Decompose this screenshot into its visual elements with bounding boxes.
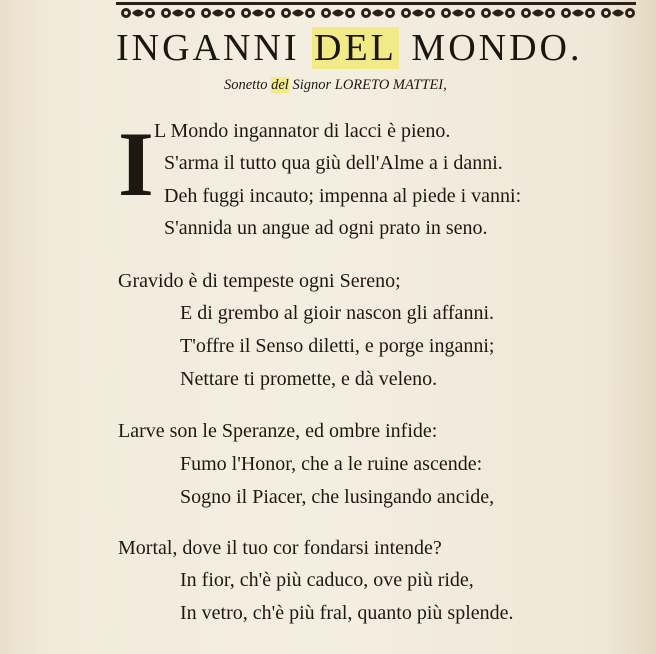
stanza1-line2: S'arma il tutto qua giù dell'Alme a i danni.	[164, 152, 503, 174]
stanza4-line3: In vetro, ch'è più fral, quanto più splende.	[180, 602, 514, 624]
drop-cap: I	[118, 113, 154, 215]
subtitle-part2: Signor LORETO MATTEI,	[288, 77, 447, 93]
stanza2-line1: Gravido è di tempeste ogni Sereno;	[118, 270, 401, 292]
stanza2-line3: T'offre il Senso diletti, e porge inganni;	[180, 335, 495, 357]
stanza2-line4: Nettare ti promette, e dà veleno.	[180, 368, 438, 390]
stanza4-line1: Mortal, dove il tuo cor fondarsi intende?	[118, 537, 442, 559]
stanza1-line1: L Mondo ingannator di lacci è pieno.	[154, 120, 451, 142]
stanza3-line1: Larve son le Speranze, ed ombre infide:	[118, 420, 438, 442]
title-part1: INGANNI	[116, 27, 313, 69]
title-part2: MONDO.	[398, 27, 583, 69]
poem-title	[116, 26, 582, 70]
stanza4-line2: In fior, ch'è più caduco, ove più ride,	[180, 569, 474, 591]
poem-subtitle	[224, 77, 447, 94]
stanza2-line2: E di grembo al gioir nascon gli affanni.	[180, 302, 494, 324]
stanza3-line3: Sogno il Piacer, che lusingando ancide,	[180, 486, 495, 508]
stanza1-line3: Deh fuggi incauto; impenna al piede i vanni:	[164, 185, 522, 207]
ornamental-border	[116, 2, 636, 22]
title-highlight: DEL	[314, 27, 397, 69]
subtitle-part1: Sonetto	[224, 77, 272, 93]
stanza1-line4: S'annida un angue ad ogni prato in seno.	[164, 217, 488, 239]
subtitle-highlight: del	[271, 77, 289, 93]
stanza3-line2: Fumo l'Honor, che a le ruine ascende:	[180, 453, 483, 475]
